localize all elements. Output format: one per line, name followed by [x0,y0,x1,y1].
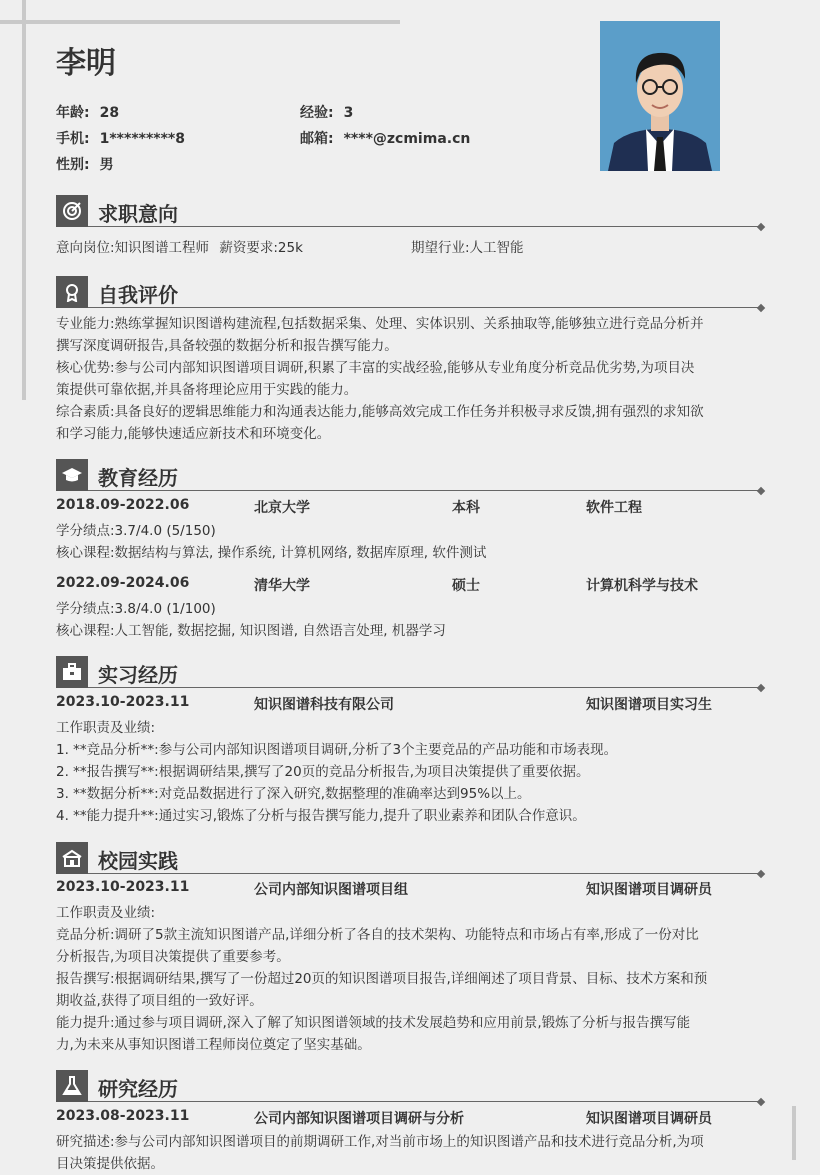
email-info: 邮箱: ****@zcmima.cn [300,131,471,147]
entry-date: 2023.10-2023.11 [56,879,190,895]
section-title: 研究经历 [98,1077,178,1101]
entry-major: 软件工程 [586,500,642,516]
text-line: 核心课程:数据结构与算法, 操作系统, 计算机网络, 数据库原理, 软件测试 [56,545,487,561]
text-line: 研究描述:参与公司内部知识图谱项目的前期调研工作,对当前市场上的知识图谱产品和技术进行竞品分析,为项 [56,1134,704,1150]
divider-diamond [757,223,765,231]
section-header-self-evaluation [56,276,764,308]
decor-bar-vertical-bottom [792,1106,796,1160]
text-line: 核心优势:参与公司内部知识图谱项目调研,积累了丰富的实战经验,能够从专业角度分析竞品优劣势,为项目决 [56,360,695,376]
text-line: 3. **数据分析**:对竞品数据进行了深入研究,数据整理的准确率达到95%以上。 [56,786,531,802]
entry-date: 2022.09-2024.06 [56,575,190,591]
text-line: 能力提升:通过参与项目调研,深入了解了知识图谱领域的技术发展趋势和应用前景,锻炼了分析与报告撰写能 [56,1015,691,1031]
text-line: 4. **能力提升**:通过实习,锻炼了分析与报告撰写能力,提升了职业素养和团队合作意识。 [56,808,586,824]
job-intent-line [56,237,766,259]
text-line: 工作职责及业绩: [56,720,156,736]
expected-industry: 期望行业:人工智能 [411,240,524,256]
entry-company: 知识图谱科技有限公司 [254,697,394,713]
entry-major: 计算机科学与技术 [586,578,698,594]
text-line: 报告撰写:根据调研结果,撰写了一份超过20页的知识图谱项目报告,详细阐述了项目背景、目标、技术方案和预 [56,971,708,987]
text-line: 学分绩点:3.7/4.0 (5/150) [56,523,216,539]
profile-photo [600,21,720,171]
text-line: 策提供可靠依据,并具备将理论应用于实践的能力。 [56,382,358,398]
divider-diamond [757,304,765,312]
text-line: 力,为未来从事知识图谱工程师岗位奠定了坚实基础。 [56,1037,371,1053]
section-header-education [56,459,764,491]
divider-diamond [757,1098,765,1106]
section-divider [88,490,760,491]
research-details [56,1131,766,1175]
campus-entry-header [56,879,764,901]
target-icon [56,195,88,227]
entry-date: 2023.10-2023.11 [56,694,190,710]
section-divider [88,873,760,874]
flask-icon [56,1070,88,1102]
briefcase-icon [56,656,88,688]
entry-degree: 本科 [452,500,480,516]
entry-role: 知识图谱项目调研员 [586,1111,712,1127]
expected-salary: 薪资要求:25k [219,240,303,256]
research-entry-header [56,1108,764,1130]
section-title: 实习经历 [98,663,178,687]
text-line: 综合素质:具备良好的逻辑思维能力和沟通表达能力,能够高效完成工作任务并积极寻求反馈,拥有强烈的求知欲 [56,404,704,420]
internship-details [56,717,766,827]
text-line: 竞品分析:调研了5款主流知识图谱产品,详细分析了各自的技术架构、功能特点和市场占有率,形成了一份对比 [56,927,699,943]
entry-date: 2023.08-2023.11 [56,1108,190,1124]
age-info: 年龄: 28 [56,105,120,121]
section-divider [88,307,760,308]
text-line: 专业能力:熟练掌握知识图谱构建流程,包括数据采集、处理、实体识别、关系抽取等,能够独立进行竞品分析并 [56,316,704,332]
entry-school: 清华大学 [254,578,310,594]
text-line: 撰写深度调研报告,具备较强的数据分析和报告撰写能力。 [56,338,398,354]
decor-bar-horizontal [0,20,400,24]
self-evaluation-text [56,313,766,445]
entry-role: 知识图谱项目实习生 [586,697,712,713]
section-divider [88,687,760,688]
graduation-cap-icon [56,459,88,491]
candidate-name: 李明 [56,46,116,81]
section-divider [88,1101,760,1102]
section-title: 自我评价 [98,283,178,307]
campus-details [56,902,766,1056]
divider-diamond [757,684,765,692]
divider-diamond [757,487,765,495]
experience-info: 经验: 3 [300,105,354,121]
phone-info: 手机: 1*********8 [56,131,185,147]
education-entry-header [56,575,764,597]
internship-entry-header [56,694,764,716]
text-line: 学分绩点:3.8/4.0 (1/100) [56,601,216,617]
section-title: 校园实践 [98,849,178,873]
text-line: 核心课程:人工智能, 数据挖掘, 知识图谱, 自然语言处理, 机器学习 [56,623,446,639]
text-line: 工作职责及业绩: [56,905,156,921]
entry-project: 公司内部知识图谱项目调研与分析 [254,1111,464,1127]
entry-organization: 公司内部知识图谱项目组 [254,882,408,898]
entry-date: 2018.09-2022.06 [56,497,190,513]
decor-bar-vertical [22,0,26,400]
school-building-icon [56,842,88,874]
text-line: 1. **竞品分析**:参与公司内部知识图谱项目调研,分析了3个主要竞品的产品功能和市场表现。 [56,742,618,758]
divider-diamond [757,870,765,878]
intended-position: 意向岗位:知识图谱工程师 [56,240,210,256]
education-entry-details [56,598,766,642]
section-header-job-intent [56,195,764,227]
education-entry-header [56,497,764,519]
section-title: 求职意向 [98,202,178,226]
entry-role: 知识图谱项目调研员 [586,882,712,898]
section-header-research [56,1070,764,1102]
text-line: 和学习能力,能够快速适应新技术和环境变化。 [56,426,331,442]
text-line: 目决策提供依据。 [56,1156,164,1172]
section-header-internship [56,656,764,688]
section-divider [88,226,760,227]
section-header-campus-practice [56,842,764,874]
gender-info: 性别: 男 [56,157,114,173]
text-line: 期收益,获得了项目组的一致好评。 [56,993,263,1009]
award-icon [56,276,88,308]
section-title: 教育经历 [98,466,178,490]
education-entry-details [56,520,766,564]
text-line: 分析报告,为项目决策提供了重要参考。 [56,949,290,965]
entry-school: 北京大学 [254,500,310,516]
entry-degree: 硕士 [452,578,480,594]
text-line: 2. **报告撰写**:根据调研结果,撰写了20页的竞品分析报告,为项目决策提供了重要依据。 [56,764,590,780]
